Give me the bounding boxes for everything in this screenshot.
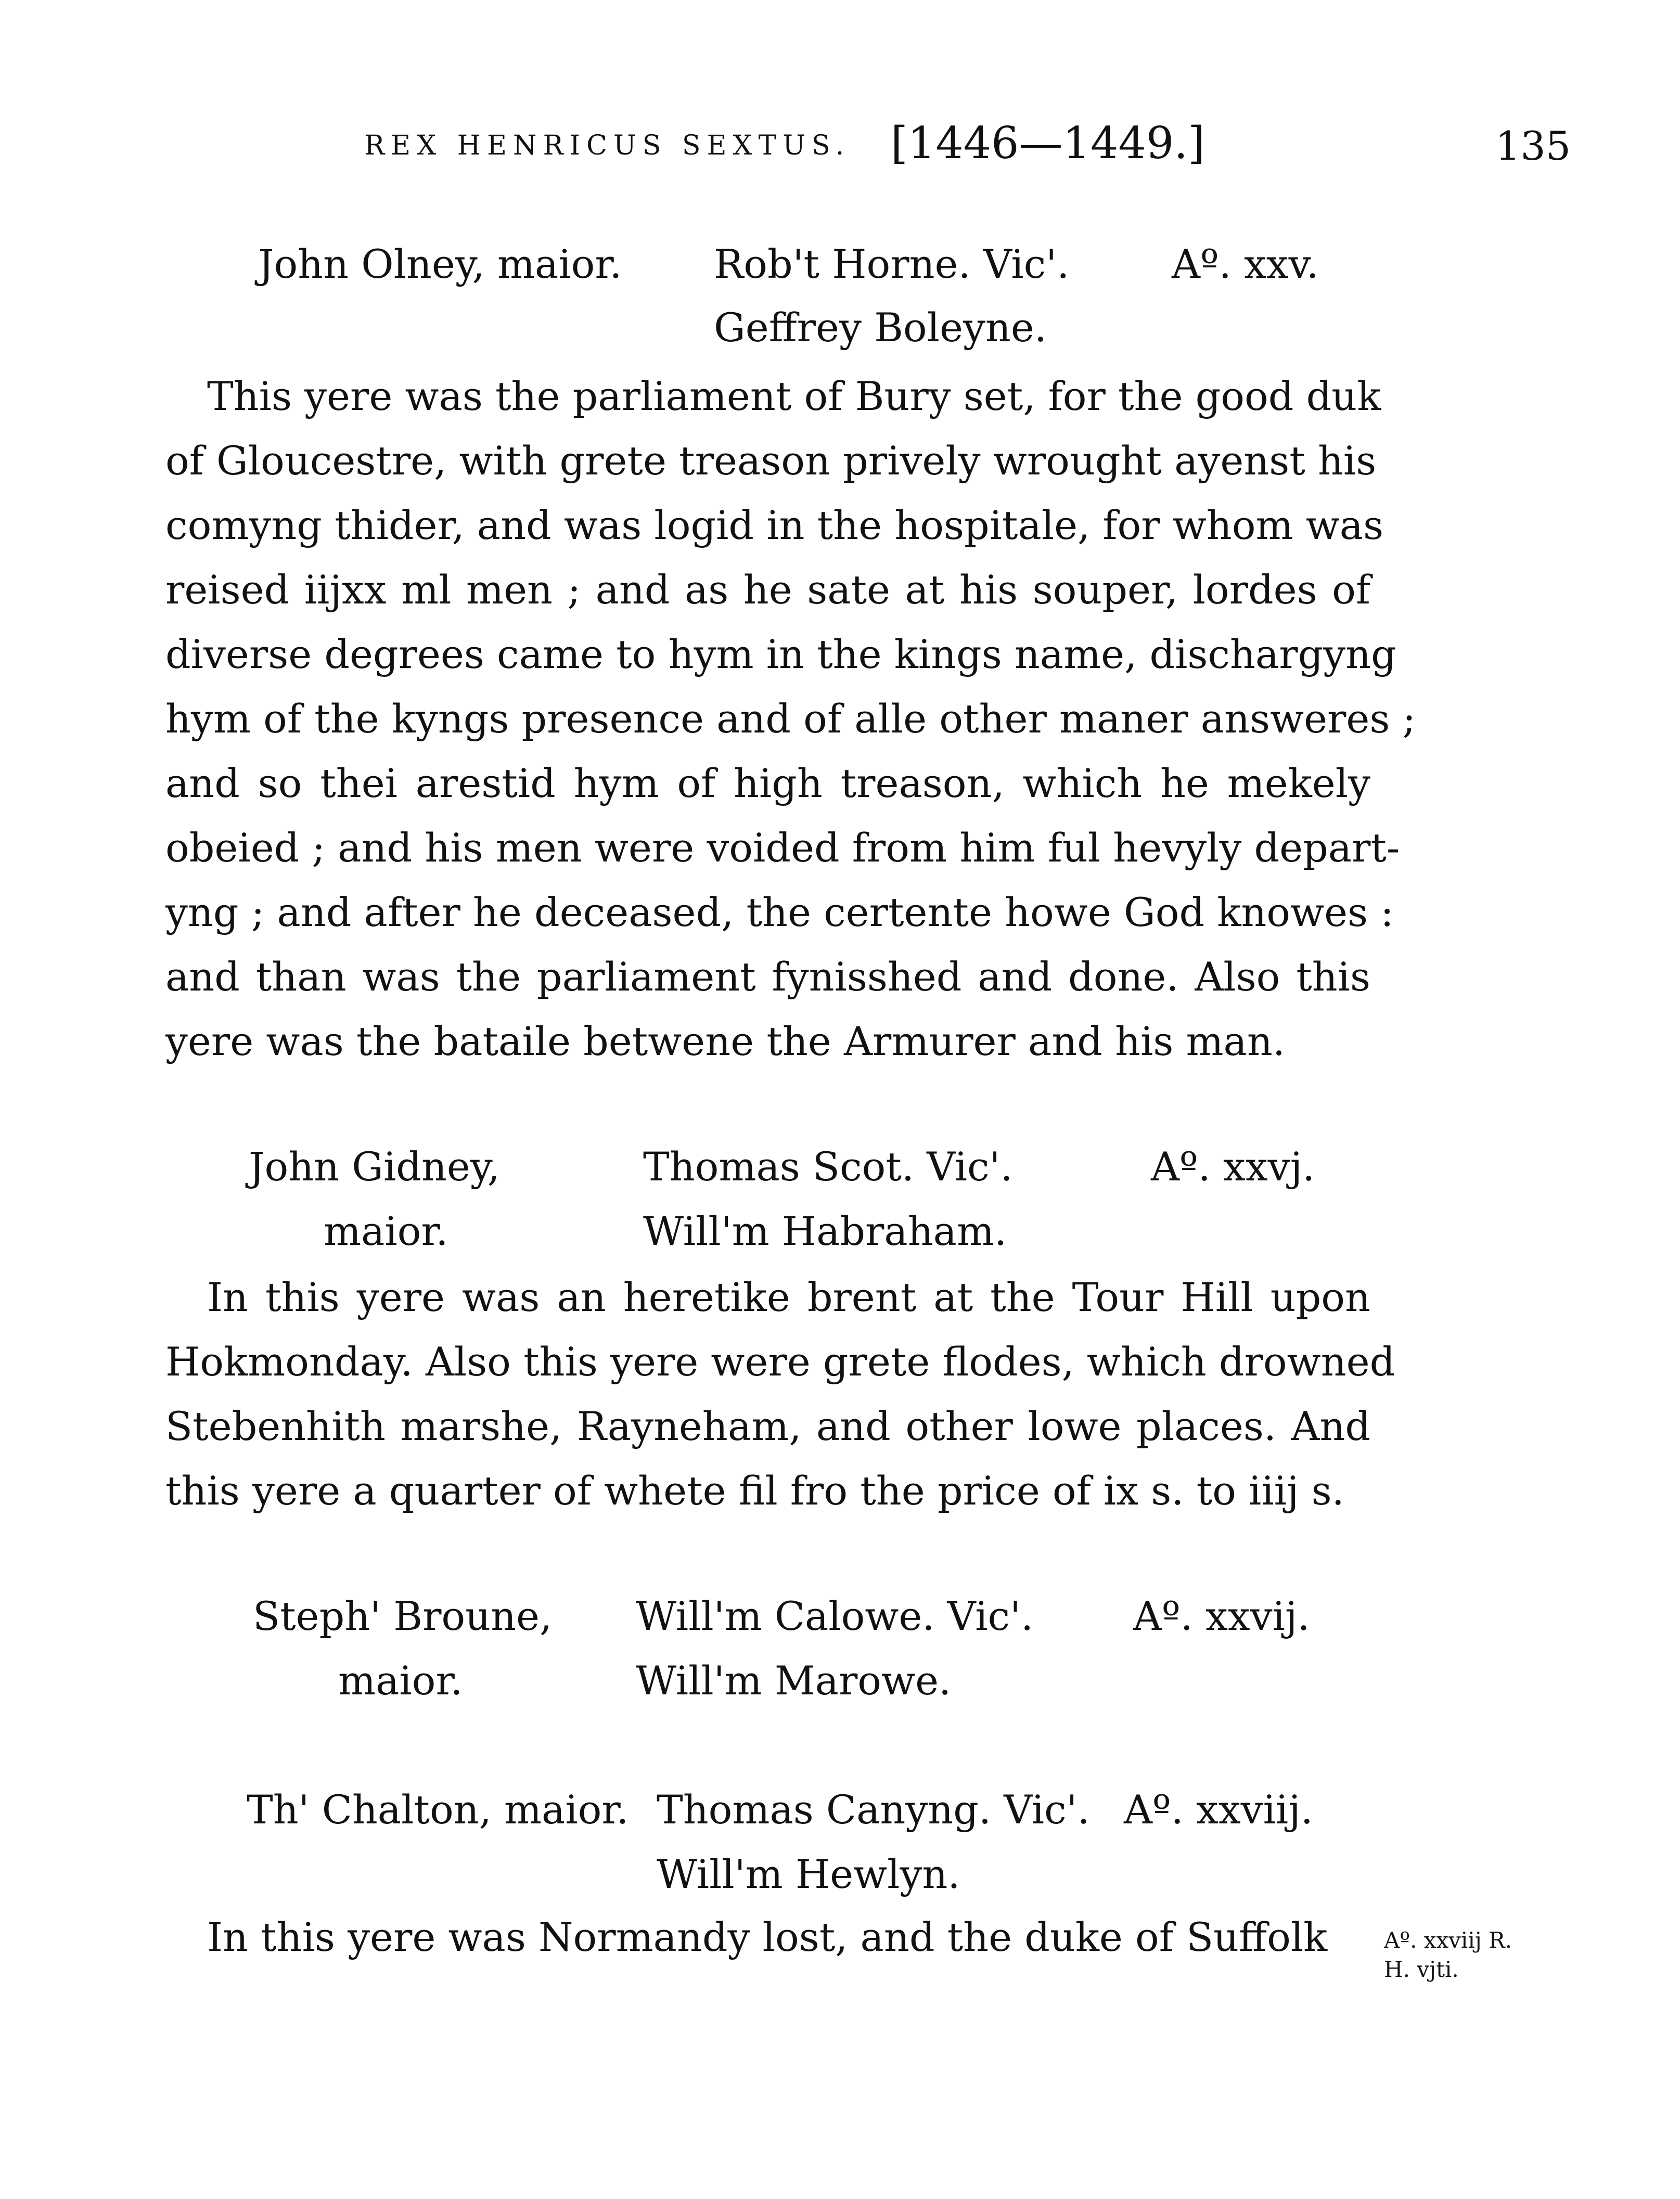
mayor-name: John Gidney, <box>249 1143 500 1190</box>
running-header-title: REX HENRICUS SEXTUS. <box>364 130 851 161</box>
sheriff-name: Will'm Marowe. <box>636 1657 952 1704</box>
text-line: Stebenhith marshe, Rayneham, and other lowe places. And <box>165 1403 1370 1449</box>
mayor-name: John Olney, maior. <box>258 241 622 287</box>
text-line: this yere a quarter of whete fil fro the price of ix s. to iiij s. <box>165 1468 1344 1514</box>
text-line: obeied ; and his men were voided from him ful hevyly depart- <box>165 825 1400 871</box>
sheriff-name: Rob't Horne. Vic'. <box>714 241 1070 287</box>
sheriff-name: Geffrey Boleyne. <box>714 304 1047 351</box>
margin-note-line: Aº. xxviij R. <box>1384 1927 1512 1953</box>
text-line: comyng thider, and was logid in the hospitale, for whom was <box>165 502 1384 548</box>
text-line: In this yere was Normandy lost, and the duke of Suffolk <box>207 1914 1328 1960</box>
margin-note-line: H. vjti. <box>1384 1957 1459 1982</box>
text-line: and than was the parliament fynisshed and done. Also this <box>165 954 1370 1000</box>
text-line: hym of the kyngs presence and of alle other maner answeres ; <box>165 696 1416 742</box>
chronicle-paragraph <box>165 1265 1395 1523</box>
sheriff-name: Will'm Habraham. <box>643 1208 1007 1254</box>
regnal-year: Aº. xxvij. <box>1133 1593 1310 1639</box>
text-line: and so thei arestid hym of high treason, which he mekely <box>165 760 1370 806</box>
mayor-name: Th' Chalton, maior. <box>247 1786 629 1833</box>
sheriff-name: Will'm Hewlyn. <box>657 1851 960 1897</box>
running-header-years: [1446—1449.] <box>891 118 1205 169</box>
text-line: yere was the bataile betwene the Armurer and his man. <box>165 1018 1285 1064</box>
mayor-title: maior. <box>338 1657 463 1704</box>
text-line: reised iijxx ml men ; and as he sate at his souper, lordes of <box>165 567 1370 613</box>
page-number: 135 <box>1495 123 1571 169</box>
chronicle-paragraph <box>165 364 1416 1074</box>
sheriff-name: Thomas Canyng. Vic'. <box>657 1786 1090 1833</box>
chronicle-paragraph <box>165 1905 1370 1970</box>
mayor-title: maior. <box>324 1208 448 1254</box>
text-line: This yere was the parliament of Bury set, for the good duk <box>207 373 1381 419</box>
text-line: Hokmonday. Also this yere were grete flodes, which drowned <box>165 1339 1395 1385</box>
regnal-year: Aº. xxv. <box>1172 241 1319 287</box>
text-line: diverse degrees came to hym in the kings name, dischargyng <box>165 631 1396 677</box>
text-line: yng ; and after he deceased, the certente howe God knowes : <box>165 889 1394 935</box>
regnal-year: Aº. xxvj. <box>1151 1143 1315 1190</box>
margin-note <box>1384 1926 1512 1984</box>
mayor-name: Steph' Broune, <box>253 1593 553 1639</box>
sheriff-name: Thomas Scot. Vic'. <box>643 1143 1013 1190</box>
sheriff-name: Will'm Calowe. Vic'. <box>636 1593 1034 1639</box>
text-line: of Gloucestre, with grete treason prively wrought ayenst his <box>165 438 1377 484</box>
regnal-year: Aº. xxviij. <box>1124 1786 1313 1833</box>
text-line: In this yere was an heretike brent at the Tour Hill upon <box>207 1274 1370 1320</box>
